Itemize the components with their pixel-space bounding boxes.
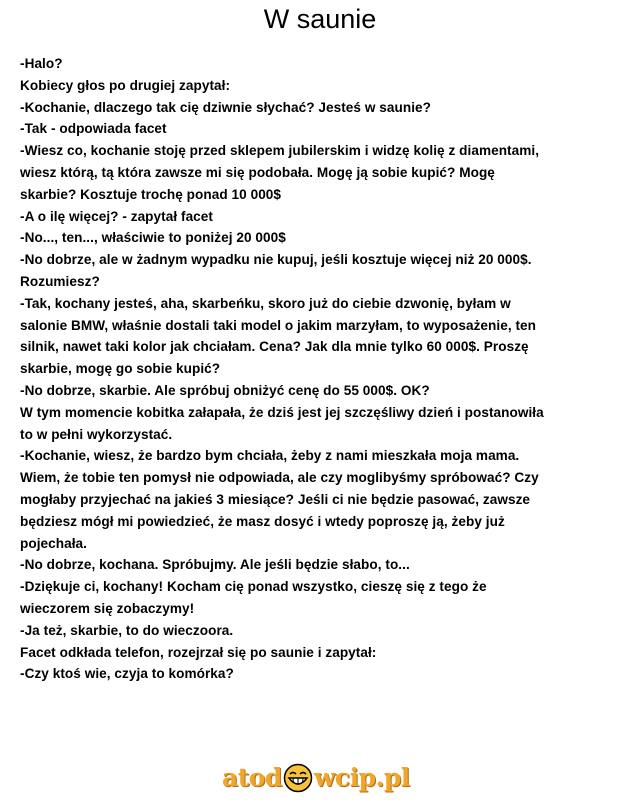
joke-line: -Dziękuje ci, kochany! Kocham cię ponad wszystko, cieszę się z tego że (20, 579, 487, 595)
joke-line: -Tak, kochany jesteś, aha, skarbeńku, skoro już do ciebie dzwonię, byłam w (20, 295, 511, 311)
joke-line: -Halo? (20, 56, 63, 71)
joke-line: pojechała. (20, 535, 87, 551)
joke-line: Rozumiesz? (20, 273, 100, 289)
joke-line: W tym momencie kobitka załapała, że dziś jest jej szczęśliwy dzień i postanowiła (20, 404, 544, 420)
joke-line: będziesz mógł mi powiedzieć, że masz dosyć i wtedy poproszę ją, żeby już (20, 513, 505, 529)
joke-line: skarbie? Kosztuje trochę ponad 10 000$ (20, 186, 282, 202)
joke-line: -No dobrze, skarbie. Ale spróbuj obniżyć cenę do 55 000$. OK? (20, 382, 430, 398)
joke-line: to w pełni wykorzystać. (20, 426, 173, 442)
joke-line: wieczorem się zobaczymy! (20, 600, 195, 616)
joke-line: -Ja też, skarbie, to do wieczoora. (20, 622, 234, 638)
joke-line: mogłaby przyjechać na jakieś 3 miesiące? Jeśli ci nie będzie pasować, zawsze (20, 491, 531, 507)
joke-line: -No dobrze, ale w żadnym wypadku nie kupuj, jeśli kosztuje więcej niż 20 000$. (20, 252, 532, 268)
joke-line: -Czy ktoś wie, czyja to komórka? (20, 666, 234, 682)
joke-line: wiesz którą, tą która zawsze mi się podobała. Mogę ją sobie kupić? Mogę (20, 164, 495, 180)
joke-line: Facet odkłada telefon, rozejrzał się po saunie i zapytał: (20, 644, 377, 660)
logo-text-end: wcip.pl (313, 763, 410, 792)
joke-line: -No dobrze, kochana. Spróbujmy. Ale jeśli będzie słabo, to... (20, 557, 410, 573)
joke-line: -No..., ten..., właściwie to poniżej 20 000$ (20, 230, 286, 246)
joke-line: -Wiesz co, kochanie stoję przed sklepem jubilerskim i widzę kolię z diamentami, (20, 143, 540, 159)
joke-line: -A o ilę więcej? - zapytał facet (20, 208, 213, 224)
joke-line: silnik, nawet taki kolor jak chciałam. Cena? Jak dla mnie tylko 60 000$. Proszę (20, 339, 529, 355)
page-title: W saunie (263, 4, 377, 34)
joke-line: Wiem, że tobie ten pomysł nie odpowiada, ale czy moglibyśmy spróbować? Czy (20, 470, 539, 486)
site-logo[interactable] (222, 760, 422, 796)
joke-line: salonie BMW, właśnie dostali taki model o jakim marzyłam, to wyposażenie, ten (20, 317, 537, 333)
joke-text (20, 53, 612, 685)
joke-line: -Kochanie, wiesz, że bardzo bym chciała, żeby z nami mieszkała moja mama. (20, 448, 520, 464)
joke-line: skarbie, mogę go sobie kupić? (20, 361, 221, 377)
laughing-face-icon (283, 763, 313, 793)
joke-line: -Kochanie, dlaczego tak cię dziwnie słychać? Jesteś w saunie? (20, 99, 432, 115)
joke-line: Kobiecy głos po drugiej zapytał: (20, 77, 231, 93)
logo-text-start: atod (222, 763, 282, 792)
joke-line: -Tak - odpowiada facet (20, 121, 167, 137)
